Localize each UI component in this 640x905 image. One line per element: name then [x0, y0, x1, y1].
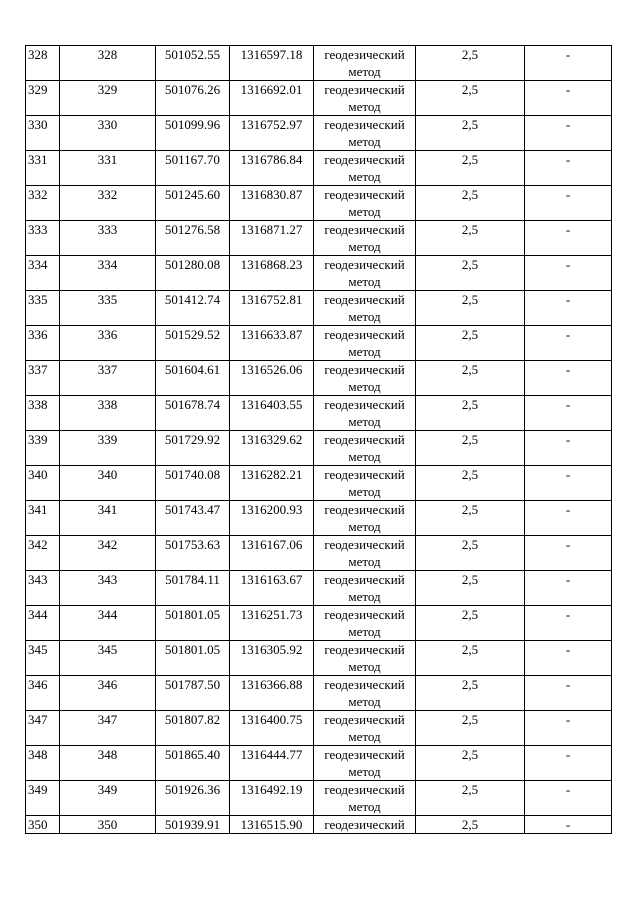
point-id-cell: 342 [60, 536, 156, 571]
point-id-cell: 332 [60, 186, 156, 221]
method-cell [314, 291, 416, 326]
point-id-cell: 348 [60, 746, 156, 781]
method-line-2: метод [348, 99, 381, 114]
precision-cell: 2,5 [416, 81, 525, 116]
note-cell: - [525, 781, 612, 816]
method-line-1: геодезический [324, 257, 405, 272]
method-line-2: метод [348, 799, 381, 814]
table-row [26, 186, 612, 221]
point-id-cell: 338 [60, 396, 156, 431]
note-cell: - [525, 571, 612, 606]
note-cell: - [525, 466, 612, 501]
method-cell [314, 571, 416, 606]
y-coordinate-cell: 1316282.21 [230, 466, 314, 501]
precision-cell: 2,5 [416, 256, 525, 291]
x-coordinate-cell: 501604.61 [156, 361, 230, 396]
table-row [26, 676, 612, 711]
precision-cell: 2,5 [416, 221, 525, 256]
method-line-2: метод [348, 659, 381, 674]
x-coordinate-cell: 501729.92 [156, 431, 230, 466]
method-line-1: геодезический [324, 817, 405, 832]
x-coordinate-cell: 501801.05 [156, 641, 230, 676]
point-number-cell: 348 [26, 746, 60, 781]
table-row [26, 711, 612, 746]
precision-cell: 2,5 [416, 746, 525, 781]
precision-cell: 2,5 [416, 536, 525, 571]
table-row [26, 816, 612, 834]
point-number-cell: 334 [26, 256, 60, 291]
note-cell: - [525, 221, 612, 256]
method-cell [314, 186, 416, 221]
note-cell: - [525, 81, 612, 116]
method-cell [314, 606, 416, 641]
note-cell: - [525, 186, 612, 221]
note-cell: - [525, 116, 612, 151]
method-cell [314, 256, 416, 291]
y-coordinate-cell: 1316526.06 [230, 361, 314, 396]
table-row [26, 571, 612, 606]
method-cell [314, 361, 416, 396]
method-line-2: метод [348, 589, 381, 604]
x-coordinate-cell: 501740.08 [156, 466, 230, 501]
precision-cell: 2,5 [416, 571, 525, 606]
x-coordinate-cell: 501276.58 [156, 221, 230, 256]
point-number-cell: 337 [26, 361, 60, 396]
point-number-cell: 347 [26, 711, 60, 746]
note-cell: - [525, 676, 612, 711]
point-number-cell: 350 [26, 816, 60, 834]
method-line-1: геодезический [324, 572, 405, 587]
y-coordinate-cell: 1316597.18 [230, 46, 314, 81]
method-line-1: геодезический [324, 47, 405, 62]
point-id-cell: 334 [60, 256, 156, 291]
point-number-cell: 331 [26, 151, 60, 186]
point-number-cell: 336 [26, 326, 60, 361]
point-id-cell: 344 [60, 606, 156, 641]
y-coordinate-cell: 1316830.87 [230, 186, 314, 221]
table-row [26, 326, 612, 361]
table-row [26, 291, 612, 326]
method-line-1: геодезический [324, 117, 405, 132]
x-coordinate-cell: 501167.70 [156, 151, 230, 186]
method-line-1: геодезический [324, 362, 405, 377]
note-cell: - [525, 151, 612, 186]
method-cell [314, 641, 416, 676]
table-row [26, 431, 612, 466]
precision-cell: 2,5 [416, 431, 525, 466]
point-id-cell: 345 [60, 641, 156, 676]
point-id-cell: 350 [60, 816, 156, 834]
method-line-2: метод [348, 344, 381, 359]
method-line-1: геодезический [324, 292, 405, 307]
point-number-cell: 341 [26, 501, 60, 536]
method-line-2: метод [348, 309, 381, 324]
point-id-cell: 333 [60, 221, 156, 256]
note-cell: - [525, 816, 612, 834]
point-id-cell: 335 [60, 291, 156, 326]
note-cell: - [525, 361, 612, 396]
method-line-2: метод [348, 169, 381, 184]
table-row [26, 361, 612, 396]
y-coordinate-cell: 1316163.67 [230, 571, 314, 606]
point-id-cell: 329 [60, 81, 156, 116]
note-cell: - [525, 291, 612, 326]
method-line-1: геодезический [324, 607, 405, 622]
method-line-1: геодезический [324, 187, 405, 202]
method-cell [314, 781, 416, 816]
method-line-1: геодезический [324, 397, 405, 412]
x-coordinate-cell: 501784.11 [156, 571, 230, 606]
table-row [26, 221, 612, 256]
note-cell: - [525, 536, 612, 571]
precision-cell: 2,5 [416, 466, 525, 501]
x-coordinate-cell: 501787.50 [156, 676, 230, 711]
point-id-cell: 346 [60, 676, 156, 711]
method-cell [314, 466, 416, 501]
point-number-cell: 329 [26, 81, 60, 116]
point-id-cell: 330 [60, 116, 156, 151]
method-cell [314, 326, 416, 361]
note-cell: - [525, 256, 612, 291]
point-id-cell: 349 [60, 781, 156, 816]
precision-cell: 2,5 [416, 711, 525, 746]
y-coordinate-cell: 1316403.55 [230, 396, 314, 431]
method-line-2: метод [348, 449, 381, 464]
x-coordinate-cell: 501052.55 [156, 46, 230, 81]
precision-cell: 2,5 [416, 291, 525, 326]
x-coordinate-cell: 501412.74 [156, 291, 230, 326]
precision-cell: 2,5 [416, 641, 525, 676]
table-row [26, 116, 612, 151]
note-cell: - [525, 711, 612, 746]
y-coordinate-cell: 1316366.88 [230, 676, 314, 711]
note-cell: - [525, 746, 612, 781]
table-row [26, 606, 612, 641]
method-line-1: геодезический [324, 327, 405, 342]
precision-cell: 2,5 [416, 151, 525, 186]
point-number-cell: 340 [26, 466, 60, 501]
point-number-cell: 328 [26, 46, 60, 81]
method-line-1: геодезический [324, 432, 405, 447]
precision-cell: 2,5 [416, 326, 525, 361]
method-cell [314, 501, 416, 536]
method-line-2: метод [348, 764, 381, 779]
precision-cell: 2,5 [416, 361, 525, 396]
y-coordinate-cell: 1316752.81 [230, 291, 314, 326]
method-cell [314, 116, 416, 151]
y-coordinate-cell: 1316305.92 [230, 641, 314, 676]
method-line-2: метод [348, 379, 381, 394]
table-row [26, 746, 612, 781]
precision-cell: 2,5 [416, 676, 525, 711]
method-line-1: геодезический [324, 467, 405, 482]
table-row [26, 466, 612, 501]
method-line-1: геодезический [324, 222, 405, 237]
point-number-cell: 342 [26, 536, 60, 571]
y-coordinate-cell: 1316167.06 [230, 536, 314, 571]
point-id-cell: 337 [60, 361, 156, 396]
y-coordinate-cell: 1316786.84 [230, 151, 314, 186]
method-line-1: геодезический [324, 677, 405, 692]
method-line-2: метод [348, 239, 381, 254]
y-coordinate-cell: 1316492.19 [230, 781, 314, 816]
coordinates-table [25, 45, 612, 834]
y-coordinate-cell: 1316692.01 [230, 81, 314, 116]
method-cell [314, 816, 416, 834]
method-cell [314, 431, 416, 466]
point-id-cell: 340 [60, 466, 156, 501]
y-coordinate-cell: 1316871.27 [230, 221, 314, 256]
method-cell [314, 81, 416, 116]
precision-cell: 2,5 [416, 816, 525, 834]
method-line-2: метод [348, 134, 381, 149]
x-coordinate-cell: 501753.63 [156, 536, 230, 571]
point-number-cell: 333 [26, 221, 60, 256]
x-coordinate-cell: 501280.08 [156, 256, 230, 291]
x-coordinate-cell: 501743.47 [156, 501, 230, 536]
method-cell [314, 536, 416, 571]
method-line-2: метод [348, 624, 381, 639]
point-id-cell: 341 [60, 501, 156, 536]
table-row [26, 781, 612, 816]
precision-cell: 2,5 [416, 501, 525, 536]
method-line-2: метод [348, 484, 381, 499]
method-cell [314, 151, 416, 186]
x-coordinate-cell: 501678.74 [156, 396, 230, 431]
precision-cell: 2,5 [416, 186, 525, 221]
method-line-2: метод [348, 64, 381, 79]
point-number-cell: 330 [26, 116, 60, 151]
x-coordinate-cell: 501099.96 [156, 116, 230, 151]
table-row [26, 46, 612, 81]
x-coordinate-cell: 501245.60 [156, 186, 230, 221]
precision-cell: 2,5 [416, 396, 525, 431]
method-cell [314, 221, 416, 256]
note-cell: - [525, 46, 612, 81]
note-cell: - [525, 606, 612, 641]
y-coordinate-cell: 1316329.62 [230, 431, 314, 466]
x-coordinate-cell: 501807.82 [156, 711, 230, 746]
method-cell [314, 676, 416, 711]
table-row [26, 536, 612, 571]
method-line-1: геодезический [324, 712, 405, 727]
method-line-1: геодезический [324, 82, 405, 97]
point-number-cell: 349 [26, 781, 60, 816]
y-coordinate-cell: 1316752.97 [230, 116, 314, 151]
point-number-cell: 338 [26, 396, 60, 431]
table-row [26, 641, 612, 676]
point-number-cell: 335 [26, 291, 60, 326]
point-number-cell: 346 [26, 676, 60, 711]
table-body [26, 46, 612, 834]
y-coordinate-cell: 1316633.87 [230, 326, 314, 361]
method-line-1: геодезический [324, 782, 405, 797]
precision-cell: 2,5 [416, 606, 525, 641]
note-cell: - [525, 641, 612, 676]
point-number-cell: 343 [26, 571, 60, 606]
method-line-1: геодезический [324, 152, 405, 167]
note-cell: - [525, 431, 612, 466]
point-id-cell: 343 [60, 571, 156, 606]
note-cell: - [525, 326, 612, 361]
point-id-cell: 331 [60, 151, 156, 186]
method-line-2: метод [348, 274, 381, 289]
method-line-1: геодезический [324, 642, 405, 657]
point-id-cell: 339 [60, 431, 156, 466]
point-id-cell: 336 [60, 326, 156, 361]
y-coordinate-cell: 1316200.93 [230, 501, 314, 536]
method-line-1: геодезический [324, 747, 405, 762]
x-coordinate-cell: 501939.91 [156, 816, 230, 834]
method-line-1: геодезический [324, 537, 405, 552]
note-cell: - [525, 396, 612, 431]
method-cell [314, 711, 416, 746]
y-coordinate-cell: 1316868.23 [230, 256, 314, 291]
method-cell [314, 746, 416, 781]
point-number-cell: 332 [26, 186, 60, 221]
x-coordinate-cell: 501076.26 [156, 81, 230, 116]
point-id-cell: 347 [60, 711, 156, 746]
precision-cell: 2,5 [416, 46, 525, 81]
y-coordinate-cell: 1316400.75 [230, 711, 314, 746]
method-line-2: метод [348, 694, 381, 709]
point-number-cell: 339 [26, 431, 60, 466]
method-line-2: метод [348, 554, 381, 569]
method-line-1: геодезический [324, 502, 405, 517]
precision-cell: 2,5 [416, 116, 525, 151]
x-coordinate-cell: 501529.52 [156, 326, 230, 361]
point-number-cell: 345 [26, 641, 60, 676]
table-row [26, 256, 612, 291]
point-id-cell: 328 [60, 46, 156, 81]
x-coordinate-cell: 501926.36 [156, 781, 230, 816]
precision-cell: 2,5 [416, 781, 525, 816]
x-coordinate-cell: 501801.05 [156, 606, 230, 641]
x-coordinate-cell: 501865.40 [156, 746, 230, 781]
point-number-cell: 344 [26, 606, 60, 641]
method-cell [314, 396, 416, 431]
note-cell: - [525, 501, 612, 536]
table-row [26, 151, 612, 186]
method-line-2: метод [348, 729, 381, 744]
table-row [26, 81, 612, 116]
method-cell [314, 46, 416, 81]
y-coordinate-cell: 1316444.77 [230, 746, 314, 781]
y-coordinate-cell: 1316515.90 [230, 816, 314, 834]
method-line-2: метод [348, 519, 381, 534]
y-coordinate-cell: 1316251.73 [230, 606, 314, 641]
method-line-2: метод [348, 204, 381, 219]
method-line-2: метод [348, 414, 381, 429]
table-row [26, 396, 612, 431]
table-row [26, 501, 612, 536]
